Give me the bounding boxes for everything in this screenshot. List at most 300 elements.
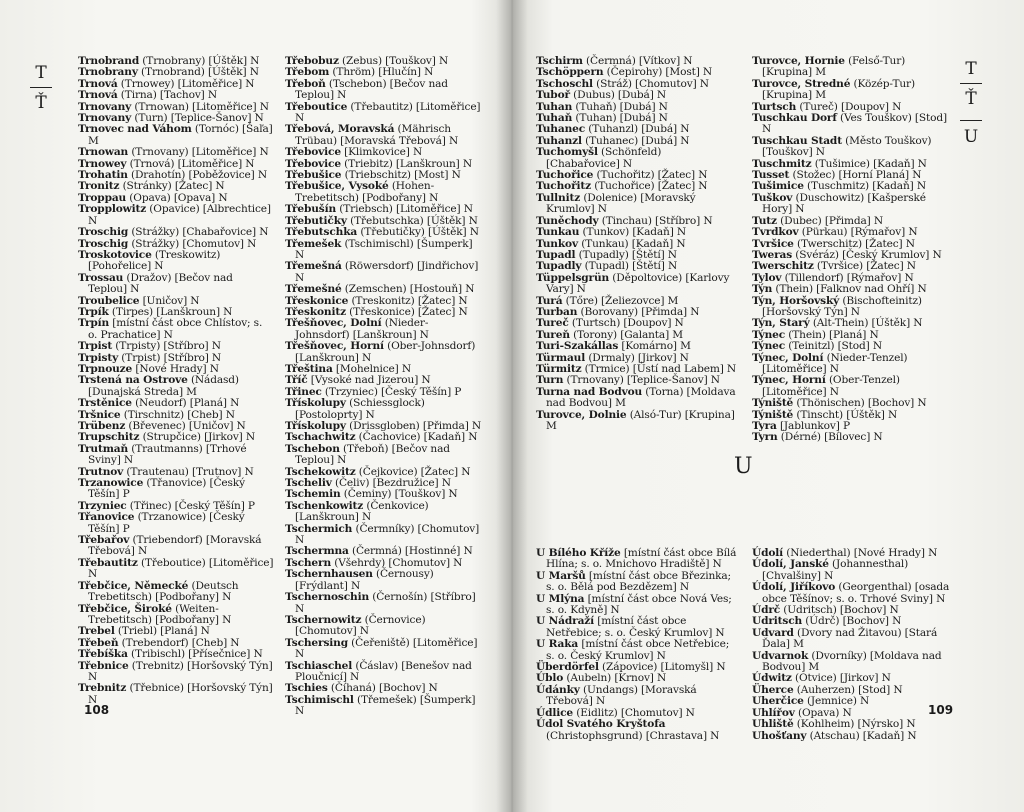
entry-headword: Tuhaň <box>536 112 573 125</box>
index-entry: Trutmaň (Trautmanns) [Trhové Sviny] N <box>78 442 247 467</box>
index-entry: Trpnouze [Nové Hrady] N <box>78 362 219 375</box>
entry-headword: Třinec <box>285 385 322 398</box>
index-entry: Tschies (Číhaná) [Bochov] N <box>285 682 438 695</box>
index-entry: Trnovec nad Váhom (Tornóc) [Šaľa] M <box>78 123 273 147</box>
entry-headword: Tuchořitz <box>536 180 591 193</box>
index-entry: Trnová (Tirna) [Tachov] N <box>78 89 217 102</box>
index-entry: Troppau (Opava) [Opava] N <box>78 191 228 204</box>
entry-headword: Týniště <box>752 397 794 410</box>
entry-headword: Tschern <box>285 556 332 569</box>
right-page <box>512 0 1024 812</box>
index-entry: Třebutičky (Třebutschka) [Úštěk] N <box>285 214 478 227</box>
entry-headword: Třešňovec, Dolní <box>285 317 382 330</box>
entry-headword: Tschachwitz <box>285 431 356 444</box>
index-entry: Uhliště (Kohlheim) [Nýrsko] N <box>752 718 916 731</box>
index-entry: Údol Svatého Kryštofa (Christophsgrund) [Chrastava] N <box>536 718 720 742</box>
entry-headword: Trutnov <box>78 465 124 478</box>
entry-headword: Týnec <box>752 340 786 353</box>
index-entry: Tschoschl (Stráž) [Chomutov] N <box>536 77 709 90</box>
entry-headword: Tříč <box>285 374 308 387</box>
index-entry: Tschermna (Čermná) [Hostinné] N <box>285 545 473 558</box>
index-entry: U Bílého Kříže [místní část obce Bílá Hlína; s. o. Mnichovo Hradiště] N <box>536 547 737 571</box>
entry-headword: Tschermich <box>285 522 353 535</box>
index-entry: Třemešné (Zemschen) [Hostouň] N <box>285 283 475 296</box>
entry-headword: Trnobrany <box>78 66 138 79</box>
index-entry: Uhlířov (Opava) N <box>752 706 852 719</box>
entry-headword: Trossau <box>78 271 124 284</box>
index-entry: Tuschkau Dorf (Ves Touškov) [Stod] N <box>752 112 947 136</box>
index-entry: Tschermich (Čermníky) [Chomutov] N <box>285 522 480 547</box>
index-entry: Třebobuz (Zebus) [Touškov] N <box>285 55 449 67</box>
index-entry: Údolí, Jiříkovo (Georgenthal) [osada obce Těšínov; s. o. Trhové Sviny] N <box>752 581 950 605</box>
entry-headword: Tuschmitz <box>752 157 812 170</box>
index-entry: Týniště (Tinscht) [Úštěk] N <box>752 408 898 421</box>
index-entry: Úblo (Aubeln) [Krnov] N <box>536 672 667 685</box>
guide-letter-top: T <box>965 59 977 79</box>
index-entry: Třebom (Thröm) [Hlučín] N <box>285 66 434 79</box>
index-entry: Trnowey (Trnová) [Litoměřice] N <box>78 157 255 170</box>
entry-headword: Tweras <box>752 248 793 261</box>
entry-headword: Turá <box>536 294 563 307</box>
index-entry: Turi-Szakállas [Komárno] M <box>536 340 691 353</box>
index-entry: Türmitz (Trmice) [Ústí nad Labem] N <box>536 362 737 375</box>
entry-headword: Turovce, Hornie <box>752 55 845 67</box>
index-entry: Turna nad Bodvou (Torna) [Moldava nad Bodvou] M <box>536 385 736 410</box>
index-entry: Trpisty (Trpist) [Stříbro] N <box>78 351 222 364</box>
entry-headword: Třebutschka <box>285 226 358 239</box>
entry-headword: Tupadl <box>536 248 576 261</box>
entry-headword: Troubelice <box>78 294 140 307</box>
index-entry: Tschebon (Třeboň) [Bečov nad Teplou] N <box>285 442 450 467</box>
entry-headword: Údwitz <box>752 672 792 685</box>
index-entry: Trnovany (Trnowan) [Litoměřice] N <box>78 100 269 113</box>
index-entry: U Nádraží [místní část obce Netřebice; s. o. Český Krumlov] N <box>536 615 725 639</box>
entry-headword: Třebušice <box>285 169 342 182</box>
index-entry: Udvard (Dvory nad Žitavou) [Stará Ďala] M <box>752 626 938 651</box>
entry-headword: Trnobrand <box>78 55 140 67</box>
entry-headword: Třískolupy <box>285 397 346 410</box>
entry-headword: Tschekowitz <box>285 465 356 478</box>
entry-headword: Tunkau <box>536 226 580 239</box>
index-entry: Týniště (Thönischen) [Bochov] N <box>752 397 927 410</box>
guide-letter-bottom: U <box>963 127 979 147</box>
entry-headword: Třebeň <box>78 636 119 649</box>
index-entry: Třebeň (Trebendorf) [Cheb] N <box>78 636 240 649</box>
entry-headword: Turna nad Bodvou <box>536 385 643 398</box>
entry-headword: Údolí <box>752 547 784 559</box>
guide-separator <box>960 120 982 121</box>
index-entry: Týn, Starý (Alt-Thein) [Úštěk] N <box>752 317 923 330</box>
index-entry: U Raka [místní část obce Netřebice; s. o. Český Krumlov] N <box>536 638 730 662</box>
entry-headword: Tschöppern <box>536 66 604 79</box>
entry-headword: Tschemin <box>285 488 341 501</box>
index-entry: Uherčice (Jemnice) N <box>752 695 870 708</box>
index-entry: Údolí (Niederthal) [Nové Hrady] N <box>752 547 938 559</box>
right-column-2 <box>752 56 952 444</box>
index-entry: Třešňovec, Dolní (Nieder-Johnsdorf) [Lanškroun] N <box>285 317 429 341</box>
index-entry: Trpík (Tirpes) [Lanškroun] N <box>78 305 233 318</box>
index-entry: Turban (Borovany) [Přimda] N <box>536 305 700 318</box>
index-entry: Überdörfel (Zápovice) [Litomyšl] N <box>536 661 726 674</box>
index-entry: Tschernoschin (Černošín) [Stříbro] N <box>285 591 476 615</box>
index-entry: Tschimischl (Třemešek) [Šumperk] N <box>285 693 476 718</box>
entry-headword: Tschermna <box>285 545 349 558</box>
entry-headword: Troskotovice <box>78 248 152 261</box>
entry-headword: Türmaul <box>536 351 586 364</box>
index-entry: Tunkov (Tunkau) [Kadaň] N <box>536 237 686 250</box>
index-entry: Tvrdkov (Pürkau) [Rýmařov] N <box>752 226 918 239</box>
entry-headword: Udvard <box>752 626 794 639</box>
entry-headword: Třeboutice <box>285 100 348 113</box>
index-entry: Týnec (Thein) [Planá] N <box>752 328 879 341</box>
entry-headword: Trebnitz <box>78 682 127 695</box>
guide-letter-top: T <box>35 63 47 83</box>
index-entry: Üherce (Auherzen) [Stod] N <box>752 683 903 696</box>
entry-headword: Tuboř <box>536 89 570 102</box>
entry-headword: Tscheliv <box>285 477 332 490</box>
entry-headword: Trpík <box>78 305 109 318</box>
entry-headword: Trstená na Ostrove <box>78 374 188 387</box>
index-entry: Trzanowice (Třanovice) [Český Těšín] P <box>78 477 245 501</box>
index-entry: Třebovice [Klimkovice] N <box>285 146 423 159</box>
entry-headword: Třebčice, Německé <box>78 579 189 592</box>
index-entry: Třeboutice (Třebautitz) [Litoměřice] N <box>285 100 481 125</box>
entry-headword: Týn, Starý <box>752 317 810 330</box>
entry-headword: Türmitz <box>536 362 582 375</box>
page-number-right: 109 <box>928 703 954 717</box>
u-column-1 <box>536 548 738 742</box>
entry-headword: Tvršice <box>752 237 794 250</box>
index-entry: Tuškov (Duschowitz) [Kašperské Hory] N <box>752 191 926 216</box>
guide-letter-bottom: Ť <box>35 93 47 113</box>
index-entry: Tuhan (Tuhaň) [Dubá] N <box>536 100 668 113</box>
index-entry: Tyra [Jablunkov] P <box>752 420 850 432</box>
entry-headword: Troschig <box>78 226 129 239</box>
index-entry: Třískolupy (Drissgloben) [Přimda] N <box>285 420 482 432</box>
index-entry: Tullnitz (Dolenice) [Moravský Krumlov] N <box>536 191 696 216</box>
index-entry: Trupschitz (Strupčice) [Jirkov] N <box>78 431 256 444</box>
index-entry: Tříč [Vysoké nad Jizerou] N <box>285 374 431 387</box>
entry-headword: Tupadly <box>536 260 582 273</box>
index-entry: Tyrn (Dérné) [Bílovec] N <box>752 431 883 444</box>
index-entry: Údrč (Udritsch) [Bochov] N <box>752 604 899 617</box>
entry-headword: Třebová, Moravská <box>285 123 395 136</box>
entry-headword: Trupschitz <box>78 431 140 444</box>
entry-headword: Tüppelsgrün <box>536 271 610 284</box>
index-entry: Tuboř (Dubus) [Dubá] N <box>536 89 667 102</box>
entry-headword: Uhošťany <box>752 729 807 742</box>
entry-headword: Údrč <box>752 604 781 617</box>
index-entry: Třebušice, Vysoké (Hohen-Trebetitsch) [Podbořany] N <box>285 180 439 204</box>
entry-headword: Trohatin <box>78 169 128 182</box>
index-entry: Tureč (Turtsch) [Doupov] N <box>536 317 684 330</box>
guide-separator <box>960 83 982 84</box>
index-entry: Tschernhausen (Černousy) [Frýdlant] N <box>285 568 434 592</box>
entry-headword: Třebíška <box>78 648 128 661</box>
entry-headword: Tuschkau Dorf <box>752 112 837 125</box>
entry-headword: Tschoschl <box>536 77 593 90</box>
index-entry: Tschöppern (Čepirohy) [Most] N <box>536 66 713 79</box>
entry-headword: Üherce <box>752 683 794 696</box>
index-entry: Třinec (Trzyniec) [Český Těšín] P <box>285 385 462 398</box>
entry-headword: Tullnitz <box>536 191 581 204</box>
index-entry: Tschirm (Čermná) [Vítkov] N <box>536 55 693 67</box>
entry-headword: Udritsch <box>752 615 803 628</box>
entry-headword: Turn <box>536 374 564 387</box>
entry-headword: Turban <box>536 305 578 318</box>
entry-headword: Úblo <box>536 672 564 685</box>
entry-headword: Tylov <box>752 271 782 284</box>
entry-headword: Trzanowice <box>78 477 144 490</box>
index-entry: Tronitz (Stránky) [Žatec] N <box>78 180 225 193</box>
index-entry: Twerschitz (Tvršice) [Žatec] N <box>752 260 916 273</box>
entry-headword: U Mlýna <box>536 592 585 605</box>
index-entry: Trohatin (Drahotín) [Poběžovice] N <box>78 169 267 182</box>
index-entry: Tüppelsgrün (Děpoltovice) [Karlovy Vary] N <box>536 271 730 296</box>
entry-headword: Tschernoschin <box>285 591 370 604</box>
left-column-2 <box>285 56 481 718</box>
index-entry: Třeskonitz (Třeskonice) [Žatec] N <box>285 305 468 318</box>
entry-headword: Trnovany <box>78 112 132 125</box>
index-entry: Trossau (Dražov) [Bečov nad Teplou] N <box>78 271 233 296</box>
entry-headword: Tuchomyšl <box>536 146 598 159</box>
index-entry: Tschekowitz (Čejkovice) [Žatec] N <box>285 465 471 478</box>
index-entry: Trpist (Trpisty) [Stříbro] N <box>78 340 221 353</box>
entry-headword: Trnová <box>78 89 118 102</box>
entry-headword: Twerschitz <box>752 260 814 273</box>
entry-headword: Tršnice <box>78 408 121 421</box>
index-entry: Třebovice (Triebitz) [Lanškroun] N <box>285 157 473 170</box>
entry-headword: Turi-Szakállas <box>536 340 619 353</box>
index-entry: Troubelice [Uničov] N <box>78 294 200 307</box>
entry-headword: Tschersing <box>285 636 348 649</box>
index-entry: Trstená na Ostrove (Nádasd) [Dunajská Streda] M <box>78 374 239 398</box>
index-entry: Týnec, Horní (Ober-Tenzel) [Litoměřice] N <box>752 374 900 398</box>
index-entry: Třemešek (Tschimischl) [Šumperk] N <box>285 237 473 261</box>
entry-headword: Trpist <box>78 340 113 353</box>
u-column-2 <box>752 548 952 742</box>
index-entry: Třeskonice (Treskonitz) [Žatec] N <box>285 294 468 307</box>
entry-headword: Tuchořice <box>536 169 594 182</box>
entry-headword: Třeština <box>285 362 333 375</box>
entry-headword: Tuschkau Stadt <box>752 134 842 147</box>
entry-headword: Trnowey <box>78 157 127 170</box>
index-entry: Trnobrany (Trnobrand) [Úštěk] N <box>78 66 259 79</box>
entry-headword: Trnovany <box>78 100 132 113</box>
index-entry: Tureň (Torony) [Galanta] M <box>536 328 683 341</box>
entry-headword: Třebušín <box>285 203 337 216</box>
index-entry: Třebčice, Široké (Weiten-Trebetitsch) [Podbořany] N <box>78 602 232 626</box>
entry-headword: Třískolupy <box>285 420 346 432</box>
section-heading-u: U <box>734 454 753 479</box>
index-entry: Třanovice (Trzanowice) [Český Těšín] P <box>78 511 245 535</box>
index-entry: Tscheliv (Čeliv) [Bezdružice] N <box>285 477 451 490</box>
entry-headword: Uherčice <box>752 695 804 708</box>
entry-headword: Tschenkowitz <box>285 499 364 512</box>
index-entry: Údolí, Janské (Johannesthal) [Chvalšiny] N <box>752 558 909 582</box>
index-entry: Tylov (Tillendorf) [Rýmařov] N <box>752 271 914 284</box>
index-entry: Třeboň (Tschebon) [Bečov nad Teplou] N <box>285 77 448 102</box>
entry-headword: Troppau <box>78 191 127 204</box>
index-entry: Třebová, Moravská (Mährisch Trübau) [Moravská Třebová] N <box>285 123 459 147</box>
entry-headword: Tureň <box>536 328 570 341</box>
index-entry: Udvarnok (Dvorníky) [Moldava nad Bodvou] M <box>752 649 942 674</box>
entry-headword: Trnová <box>78 77 118 90</box>
index-entry: Trpín [místní část obce Chlístov; s. o. Prachatice] N <box>78 317 263 341</box>
entry-headword: Třebušice, Vysoké <box>285 180 389 193</box>
index-entry: Tuschmitz (Tušimice) [Kadaň] N <box>752 157 927 170</box>
index-entry: Třebčice, Německé (Deutsch Trebetitsch) [Podbořany] N <box>78 579 239 604</box>
entry-headword: Týnec, Dolní <box>752 351 824 364</box>
index-entry: Tuhanzl (Tuhanec) [Dubá] N <box>536 134 690 147</box>
entry-headword: Trpnouze <box>78 362 133 375</box>
entry-headword: Údol Svatého Kryštofa <box>536 718 666 731</box>
index-entry: Tweras (Svéráz) [Český Krumlov] N <box>752 248 942 261</box>
entry-headword: U Maršů <box>536 569 586 582</box>
entry-headword: Tuhanec <box>536 123 586 136</box>
index-entry: Trnová (Trnowey) [Litoměřice] N <box>78 77 255 90</box>
entry-headword: Tuhanzl <box>536 134 582 147</box>
index-entry: Třebušice (Triebschitz) [Most] N <box>285 169 461 182</box>
index-entry: Údánky (Undangs) [Moravská Třebová] N <box>536 683 697 708</box>
entry-headword: Údlice <box>536 706 573 719</box>
index-entry: Tschenkowitz (Čenkovice) [Lanškroun] N <box>285 499 429 524</box>
entry-headword: Třemešek <box>285 237 342 250</box>
entry-headword: Třebnice <box>78 659 129 672</box>
entry-headword: Týniště <box>752 408 794 421</box>
index-entry: Tschachwitz (Čachovice) [Kadaň] N <box>285 431 478 444</box>
index-entry: Turá (Tőre) [Želiezovce] M <box>536 294 679 307</box>
index-entry: Udritsch (Údrč) [Bochov] N <box>752 615 902 628</box>
index-entry: Třebnice (Trebnitz) [Horšovský Týn] N <box>78 659 273 683</box>
entry-headword: Třebovice <box>285 146 341 159</box>
right-column-1 <box>536 56 738 432</box>
index-entry: Tschemin (Čeminy) [Touškov] N <box>285 488 458 501</box>
entry-headword: Uhliště <box>752 718 794 731</box>
index-entry: Trnowan (Trnovany) [Litoměřice] N <box>78 146 269 159</box>
index-entry: Troschig (Strážky) [Chabařovice] N <box>78 226 269 239</box>
entry-headword: Turtsch <box>752 100 797 113</box>
index-entry: Tunkau (Tunkov) [Kadaň] N <box>536 226 687 239</box>
entry-headword: Überdörfel <box>536 661 599 674</box>
entry-headword: Tronitz <box>78 180 120 193</box>
index-entry: Třebíška (Tribischl) [Přísečnice] N <box>78 648 263 661</box>
entry-headword: Třešňovec, Horní <box>285 340 384 353</box>
entry-headword: Údolí, Jiříkovo <box>752 581 836 594</box>
index-entry: Tschersing (Čeřeniště) [Litoměřice] N <box>285 636 478 661</box>
index-entry: Třešňovec, Horní (Ober-Johnsdorf) [Lanškroun] N <box>285 340 476 364</box>
entry-headword: Trnowan <box>78 146 129 159</box>
entry-headword: Tusset <box>752 169 790 182</box>
index-entry: Tuhanec (Tuhanzl) [Dubá] N <box>536 123 690 136</box>
index-entry: Trnovany (Turn) [Teplice-Šanov] N <box>78 112 264 125</box>
index-entry: Týnec (Teinitzl) [Stod] N <box>752 340 882 353</box>
entry-headword: Troschig <box>78 237 129 250</box>
index-entry: Třískolupy (Schiessglock) [Postoloprty] N <box>285 397 425 421</box>
index-entry: Tuchořice (Tuchořitz) [Žatec] N <box>536 169 708 182</box>
entry-headword: Trnovec nad Váhom <box>78 123 192 136</box>
index-entry: Třebařov (Triebendorf) [Moravská Třebová] N <box>78 534 262 558</box>
index-entry: Tusset (Stožec) [Horní Planá] N <box>752 169 922 182</box>
index-entry: Třebutschka (Třebutičky) [Úštěk] N <box>285 226 479 239</box>
index-entry: Údlice (Eidlitz) [Chomutov] N <box>536 706 695 719</box>
index-entry: Tuhaň (Tuhan) [Dubá] N <box>536 112 668 125</box>
index-entry: Turtsch (Tureč) [Doupov] N <box>752 100 902 113</box>
guide-letter-middle: Ť <box>965 89 977 109</box>
index-entry: U Mlýna [místní část obce Nová Ves; s. o. Kdyně] N <box>536 592 732 617</box>
entry-headword: Tschiaschel <box>285 659 353 672</box>
entry-headword: Třemešné <box>285 283 342 296</box>
entry-headword: Třanovice <box>78 511 135 524</box>
index-entry: Türmaul (Drmaly) [Jirkov] N <box>536 351 689 364</box>
index-entry: Tupadly (Tupadl) [Štětí] N <box>536 260 678 273</box>
entry-headword: Trpín <box>78 317 110 330</box>
entry-headword: Třeskonice <box>285 294 349 307</box>
index-entry: Tutz (Dubec) [Přimda] N <box>752 214 883 227</box>
entry-headword: Tušimice <box>752 180 804 193</box>
entry-headword: Tunkov <box>536 237 578 250</box>
entry-headword: Tuškov <box>752 191 793 204</box>
entry-headword: Třebčice, Široké <box>78 602 172 615</box>
page-number-left: 108 <box>84 703 110 717</box>
entry-headword: Třebutičky <box>285 214 347 227</box>
index-entry: Tuschkau Stadt (Město Touškov) [Touškov] N <box>752 134 932 159</box>
entry-headword: Uhlířov <box>752 706 795 719</box>
index-entry: Trzyniec (Třinec) [Český Těšín] P <box>78 499 255 512</box>
entry-headword: Turovce, Dolnie <box>536 408 627 421</box>
entry-headword: Třebařov <box>78 534 130 547</box>
index-entry: Trstěnice (Neudorf) [Planá] N <box>78 397 240 410</box>
entry-headword: Turovce, Stredné <box>752 77 851 90</box>
entry-headword: Tyra <box>752 420 777 432</box>
entry-headword: Týn <box>752 283 773 296</box>
entry-headword: Trpisty <box>78 351 119 364</box>
index-entry: Turovce, Stredné (Közép-Tur) [Krupina] M <box>752 77 915 102</box>
index-entry: Týn, Horšovský (Bischofteinitz) [Horšovský Týn] N <box>752 294 922 318</box>
index-entry: Tuněchody (Tinchau) [Stříbro] N <box>536 214 713 227</box>
index-entry: Trutnov (Trautenau) [Trutnov] N <box>78 465 254 478</box>
index-entry: Tschernowitz (Černovice) [Chomutov] N <box>285 613 426 638</box>
index-entry: Tschiaschel (Čáslav) [Benešov nad Ploučnicí] N <box>285 659 472 683</box>
index-entry: Turovce, Dolnie (Alsó-Tur) [Krupina] M <box>536 408 735 432</box>
index-entry: Tuchořitz (Tuchořice) [Žatec] N <box>536 180 708 193</box>
entry-headword: Tschernhausen <box>285 568 373 581</box>
index-entry: Třeština [Mohelnice] N <box>285 362 411 375</box>
entry-headword: Tuhan <box>536 100 573 113</box>
index-entry: Tschern (Všehrdy) [Chomutov] N <box>285 556 463 569</box>
entry-headword: Tuněchody <box>536 214 599 227</box>
entry-headword: Tschirm <box>536 55 583 67</box>
index-entry: Troschig (Strážky) [Chomutov] N <box>78 237 257 250</box>
entry-headword: Třebom <box>285 66 330 79</box>
index-entry: Trebnitz (Třebnice) [Horšovský Týn] N <box>78 682 273 706</box>
entry-headword: Trutmaň <box>78 442 129 455</box>
entry-headword: U Nádraží <box>536 615 595 628</box>
entry-headword: Třebovice <box>285 157 341 170</box>
index-entry: Třebušín (Triebsch) [Litoměřice] N <box>285 203 473 216</box>
entry-headword: Tschies <box>285 682 328 695</box>
guide-separator <box>30 87 52 88</box>
index-entry: Troskotovice (Treskowitz) [Pohořelice] N <box>78 248 221 273</box>
index-entry: Tupadl (Tupadly) [Štětí] N <box>536 248 677 261</box>
index-entry: Uhošťany (Atschau) [Kadaň] N <box>752 729 917 742</box>
index-entry: U Maršů [místní část obce Březinka; s. o. Bělá pod Bezdězem] N <box>536 569 731 594</box>
entry-headword: Týnec, Horní <box>752 374 826 387</box>
entry-headword: Třeskonitz <box>285 305 346 318</box>
index-entry: Tropplowitz (Opavice) [Albrechtice] N <box>78 203 271 227</box>
index-entry: Tušimice (Tuschmitz) [Kadaň] N <box>752 180 926 193</box>
entry-headword: Trstěnice <box>78 397 132 410</box>
